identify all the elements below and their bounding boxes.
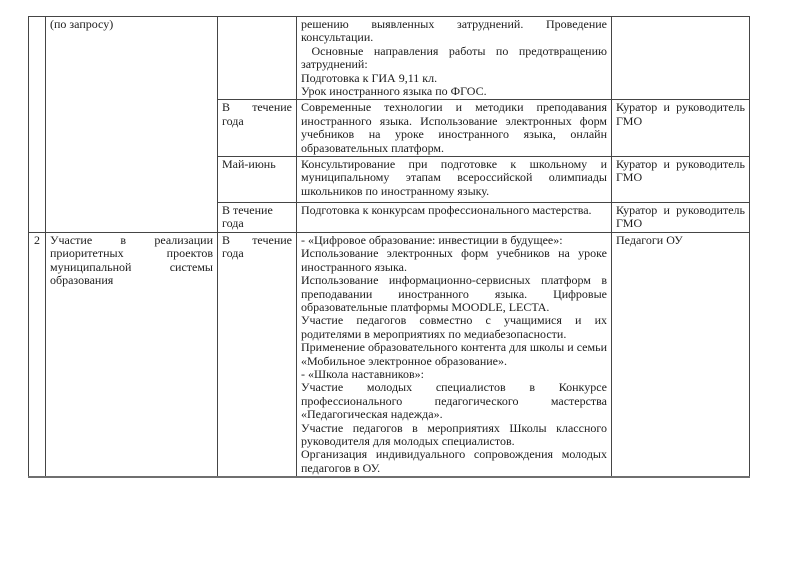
content-cell	[297, 100, 612, 157]
task-cell	[46, 17, 218, 233]
content-paragraph: Использование электронных форм учебников на уроке иностранного языка.	[301, 246, 607, 274]
content-paragraph: Участие педагогов в мероприятиях Школы классного руководителя для молодых специалистов.	[301, 420, 607, 448]
responsible-cell: Педагоги ОУ	[612, 232, 750, 477]
content-paragraph: Подготовка к конкурсам профессионального мастерства.	[301, 203, 592, 218]
responsible-cell: Куратор и руководитель ГМО	[612, 100, 750, 157]
table-row	[29, 17, 750, 100]
content-paragraph: Применение образовательного контента для школы и семьи «Мобильное электронное образование».	[301, 340, 607, 368]
task-cell	[46, 232, 218, 477]
row-number-cell: 2	[29, 232, 46, 477]
task-text: Участие в реализации приоритетных проектов муниципальной системы образования	[50, 232, 213, 288]
responsible-cell	[612, 17, 750, 100]
content-paragraph: Участие педагогов совместно с учащимися и их родителями в мероприятиях по медиабезопасности.	[301, 313, 607, 341]
content-paragraph: - «Цифровое образование: инвестиции в будущее»:	[301, 232, 563, 247]
content-cell	[297, 203, 612, 233]
content-cell	[297, 17, 612, 100]
content-paragraph: Подготовка к ГИА 9,11 кл.	[301, 70, 438, 85]
period-cell: В течение года	[218, 232, 297, 477]
work-plan-table	[28, 16, 750, 478]
responsible-cell: Куратор и руководитель ГМО	[612, 203, 750, 233]
content-paragraph: Использование информационно-сервисных платформ в преподавании иностранного языка. Цифровые образовательные платформы MOODLE, LECTA.	[301, 273, 607, 314]
content-paragraph: Организация индивидуального сопровождения молодых педагогов в ОУ.	[301, 447, 607, 475]
period-cell	[218, 17, 297, 100]
content-paragraph: Урок иностранного языка по ФГОС.	[301, 84, 487, 99]
content-paragraph: - «Школа наставников»:	[301, 366, 424, 381]
content-paragraph: Участие молодых специалистов в Конкурсе профессионального педагогического мастерства «Педагогическая надежда».	[301, 380, 607, 422]
period-cell: В течение года	[218, 203, 297, 233]
responsible-cell: Куратор и руководитель ГМО	[612, 157, 750, 203]
content-paragraph: Основные направления работы по предотвращению затруднений:	[301, 43, 607, 72]
period-cell: В течение года	[218, 100, 297, 157]
table-row	[29, 232, 750, 477]
content-paragraph: Современные технологии и методики преподавания иностранного языка. Использование электронных форм учебников на уроке иностранного языка, онлайн образовательных платформ.	[301, 100, 607, 155]
period-cell: Май-июнь	[218, 157, 297, 203]
row-number-cell	[29, 17, 46, 233]
task-text: (по запросу)	[50, 17, 114, 31]
content-cell	[297, 232, 612, 477]
content-paragraph: решению выявленных затруднений. Проведение консультации.	[301, 17, 607, 45]
content-cell	[297, 157, 612, 203]
content-paragraph: Консультирование при подготовке к школьному и муниципальному этапам всероссийской олимпиады школьников по иностранному языку.	[301, 157, 607, 198]
